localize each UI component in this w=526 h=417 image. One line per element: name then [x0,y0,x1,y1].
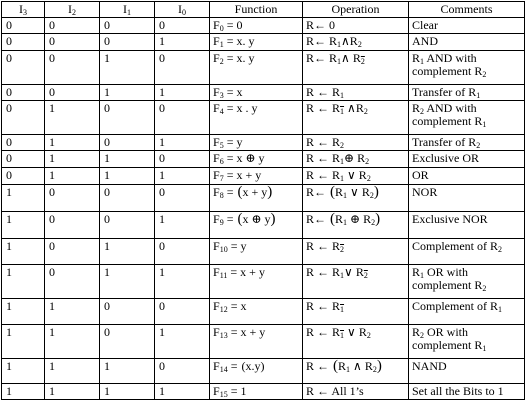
bit-i2-cell: 0 [45,34,100,51]
bit-i0-cell: 1 [155,168,210,185]
operation-cell: R← 0 [303,18,409,34]
bit-i1-cell: 1 [100,384,155,400]
table-row [2,18,525,34]
bit-i2-cell: 0 [45,85,100,101]
bit-i2-cell: 1 [45,101,100,135]
comment-cell: $R_2$ OR with complement $R_1$ [409,325,525,359]
bit-i0-cell: 0 [155,18,210,34]
function-cell: $F_9 = (x$ ⊕ y) [210,212,303,239]
bit-i2-cell: 1 [45,299,100,325]
bit-i1-cell: 0 [100,135,155,151]
table-row [2,34,525,51]
table-row [2,239,525,265]
operation-cell: R← $R_1\wedge R_2$ [303,34,409,51]
function-cell: $F_{15} = 1$ [210,384,303,400]
table-row [2,51,525,85]
bit-i1-cell: 0 [100,18,155,34]
bit-i3-cell: 0 [2,85,45,101]
table-row [2,85,525,101]
bit-i1-cell: 0 [100,101,155,135]
operation-cell: R ← $R_1\vee$ $R_2$ [303,265,409,299]
function-cell: $F_0 = 0$ [210,18,303,34]
table-row [2,185,525,212]
comment-cell: $R_2$ AND with complement $R_1$ [409,101,525,135]
comment-cell: $R_1$ AND with complement $R_2$ [409,51,525,85]
header-i3: $I_3$ [2,2,45,18]
table-row [2,101,525,135]
bit-i3-cell: 1 [2,384,45,400]
bit-i0-cell: 0 [155,239,210,265]
operation-cell: R ← All 1’s [303,384,409,400]
bit-i0-cell: 1 [155,135,210,151]
bit-i2-cell: 0 [45,265,100,299]
table-row [2,168,525,185]
bit-i3-cell: 1 [2,265,45,299]
bit-i1-cell: 1 [100,51,155,85]
function-cell: $F_{10} = \overline{y}$ [210,239,303,265]
bit-i0-cell: 1 [155,384,210,400]
bit-i3-cell: 0 [2,151,45,168]
header-i1: $I_1$ [100,2,155,18]
comment-cell: Set all the Bits to 1 [409,384,525,400]
function-table [1,1,525,400]
operation-cell: R ← $R_1$ ∨ $R_2$ [303,168,409,185]
table-row [2,384,525,400]
bit-i2-cell: 1 [45,168,100,185]
operation-cell: R← ($R_1$ ⊕ $R_2$) [303,212,409,239]
function-cell: $F_6 = x$ ⊕ y [210,151,303,168]
bit-i3-cell: 0 [2,34,45,51]
bit-i3-cell: 1 [2,185,45,212]
bit-i3-cell: 1 [2,239,45,265]
comment-cell: Complement of $R_2$ [409,239,525,265]
header-i2: $I_2$ [45,2,100,18]
comment-cell: Complement of $R_1$ [409,299,525,325]
function-cell: $F_4 = \overline{x}$ . y [210,101,303,135]
operation-cell: R ← $R_2$ [303,135,409,151]
bit-i1-cell: 1 [100,168,155,185]
header-i0: $I_0$ [155,2,210,18]
operation-cell: R ← ($R_1$ ∧ $R_2$) [303,359,409,384]
header-comments: Comments [409,2,525,18]
function-cell: $F_{11} = x + \overline{y}$ [210,265,303,299]
function-cell: $F_2 = x$. $\overline{y}$ [210,51,303,85]
function-cell: $F_{13} = \overline{x} + y$ [210,325,303,359]
header-row [2,2,525,18]
bit-i3-cell: 0 [2,135,45,151]
bit-i2-cell: 0 [45,212,100,239]
bit-i3-cell: 1 [2,325,45,359]
comment-cell: Clear [409,18,525,34]
table-row [2,359,525,384]
bit-i2-cell: 1 [45,325,100,359]
bit-i3-cell: 1 [2,212,45,239]
comment-cell: Exclusive OR [409,151,525,168]
bit-i3-cell: 1 [2,299,45,325]
comment-cell: NAND [409,359,525,384]
bit-i1-cell: 1 [100,239,155,265]
bit-i0-cell: 1 [155,85,210,101]
bit-i1-cell: 0 [100,299,155,325]
table-row [2,325,525,359]
bit-i1-cell: 0 [100,185,155,212]
table-row [2,151,525,168]
bit-i1-cell: 0 [100,34,155,51]
bit-i2-cell: 1 [45,135,100,151]
table-row [2,135,525,151]
header-function: Function [210,2,303,18]
bit-i0-cell: 1 [155,212,210,239]
bit-i1-cell: 0 [100,212,155,239]
comment-cell: Exclusive NOR [409,212,525,239]
bit-i0-cell: 0 [155,299,210,325]
operation-cell: R ← $R_1$ [303,85,409,101]
bit-i1-cell: 1 [100,265,155,299]
table-row [2,299,525,325]
table-row [2,212,525,239]
comment-cell: AND [409,34,525,51]
bit-i2-cell: 1 [45,151,100,168]
bit-i1-cell: 1 [100,85,155,101]
bit-i2-cell: 0 [45,239,100,265]
operation-cell: R ← $R_1\oplus$ $R_2$ [303,151,409,168]
bit-i2-cell: 0 [45,51,100,85]
table-row [2,265,525,299]
comment-cell: $R_1$ OR with complement $R_2$ [409,265,525,299]
operation-cell: R← ($R_1$ ∨ $R_2$) [303,185,409,212]
bit-i3-cell: 0 [2,18,45,34]
bit-i3-cell: 0 [2,51,45,85]
bit-i0-cell: 1 [155,325,210,359]
bit-i0-cell: 1 [155,265,210,299]
function-cell: $F_1 = x$. y [210,34,303,51]
operation-cell: R ← $R_2$ [303,239,409,265]
bit-i0-cell: 0 [155,101,210,135]
bit-i0-cell: 0 [155,359,210,384]
bit-i3-cell: 0 [2,101,45,135]
function-cell: $F_{14} = (x.y)$ [210,359,303,384]
bit-i2-cell: 1 [45,359,100,384]
bit-i3-cell: 1 [2,359,45,384]
bit-i1-cell: 0 [100,325,155,359]
bit-i3-cell: 0 [2,168,45,185]
comment-cell: NOR [409,185,525,212]
comment-cell: OR [409,168,525,185]
header-operation: Operation [303,2,409,18]
operation-cell: R ← $R_1$ [303,299,409,325]
comment-cell: Transfer of $R_2$ [409,135,525,151]
function-cell: $F_8 = (x + y)$ [210,185,303,212]
function-cell: $F_5 = y$ [210,135,303,151]
operation-cell: R← $R_1\wedge$ $R_2$ [303,51,409,85]
bit-i1-cell: 1 [100,359,155,384]
bit-i0-cell: 0 [155,51,210,85]
bit-i2-cell: 1 [45,384,100,400]
operation-cell: R ← $R_1$ $\wedge R_2$ [303,101,409,135]
function-cell: $F_{12} = \overline{x}$ [210,299,303,325]
bit-i0-cell: 1 [155,34,210,51]
bit-i0-cell: 0 [155,151,210,168]
bit-i2-cell: 0 [45,185,100,212]
function-cell: $F_3 = x$ [210,85,303,101]
bit-i1-cell: 1 [100,151,155,168]
operation-cell: R ← $R_1$ ∨ $R_2$ [303,325,409,359]
bit-i2-cell: 0 [45,18,100,34]
comment-cell: Transfer of $R_1$ [409,85,525,101]
function-cell: $F_7 = x + y$ [210,168,303,185]
bit-i0-cell: 0 [155,185,210,212]
